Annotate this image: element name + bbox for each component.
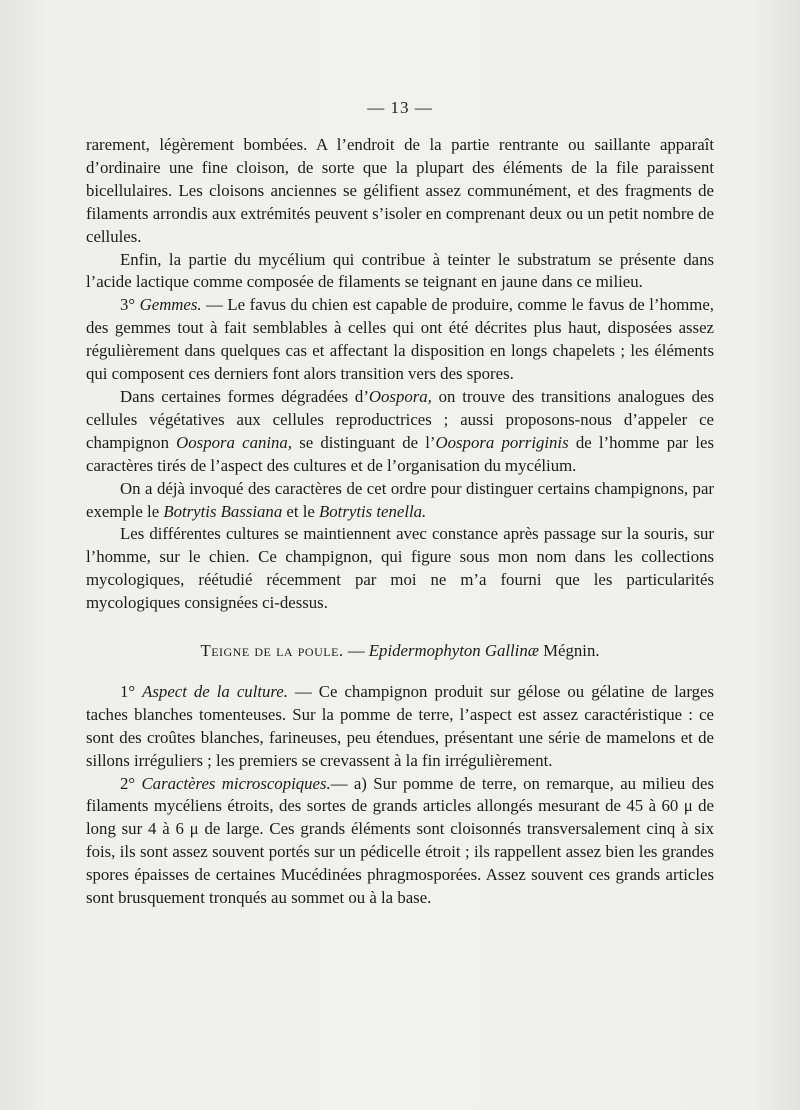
- paragraph-botrytis: On a déjà invoqué des caractères de cet ordre pour distinguer certains champignons, par exemple le Botrytis Bassiana et le Botrytis tenella.: [86, 478, 714, 521]
- paragraph-gemmes: 3° Gemmes. — Le favus du chien est capable de produire, comme le favus de l’homme, des gemmes tout à fait semblables à celles qui ont été décrites plus haut, disposées assez régulièrement dans quelques cas et affectant la disposition en longs chapelets ; les éléments qui composent ces derniers font alors transition vers des spores.: [86, 295, 714, 384]
- paragraph-microscopic: 2° Caractères microscopiques.— a) Sur pomme de terre, on remarque, au milieu des filaments mycéliens étroits, des sortes de grands articles allongés mesurant de 45 à 60 μ de long sur 4 à 6 μ de large. Ces grands éléments sont cloisonnés transversalement cinq à six fois, ils sont assez souvent portés sur un pédicelle étroit ; ils rappellent assez bien les grandes spores épaisses de certaines Mucédinées phragmosporées. Assez souvent ces grands articles sont brusquement tronqués au sommet ou à la base.: [86, 773, 715, 908]
- paragraph-mycelium: Enfin, la partie du mycélium qui contribue à teinter le substratum se présente dans l’acide lactique comme composée de filaments se teignant en jaune dans ce milieu.: [86, 249, 714, 292]
- paragraph-cultures: Les différentes cultures se maintiennent avec constance après passage sur la souris, sur l’homme, sur le chien. Ce champignon, qui figure sous mon nom dans les collections mycologiques, réétudié récemment par moi ne m’a fourni que les particularités mycologiques consignées ci-dessus.: [86, 524, 714, 613]
- section-number: 3°: [120, 295, 136, 315]
- paragraph-continuation: rarement, légèrement bombées. A l’endroit de la partie rentrante ou saillante apparaît d’ordinaire une fine cloison, de sorte que la plupart des éléments de la file paraissent bicellulaires. Les cloisons anciennes se gélifient assez communément, et des fragments de filaments arrondis aux extrémités peuvent s’isoler en comprenant deux ou un petit nombre de cellules.: [86, 135, 714, 246]
- section-title: Gemmes.: [139, 295, 202, 315]
- section-heading: Teigne de la poule. — Epidermophyton Gallinæ Mégnin.: [200, 641, 600, 661]
- page-number: — 13 —: [367, 98, 433, 117]
- paragraph-aspect-culture: 1° Aspect de la culture. — Ce champignon produit sur gélose ou gélatine de larges taches blanches tomenteuses. Sur la pomme de terre, l’aspect est assez caractéristique : ce sont des croûtes blanches, farineuses, peu étendues, présentant une série de mamelons et de sillons irréguliers ; les premiers se crevassent à la fin irrégulièrement.: [86, 681, 714, 770]
- paragraph-oospora: Dans certaines formes dégradées d’Oospora, on trouve des transitions analogues des cellules végétatives aux cellules reproductrices ; aussi proposons-nous d’appeler ce champignon Oospora canina, se distinguant de l’Oospora porriginis de l’homme par les caractères tirés de l’aspect des cultures et de l’organisation du mycélium.: [86, 386, 714, 475]
- page-text: [86, 134, 714, 910]
